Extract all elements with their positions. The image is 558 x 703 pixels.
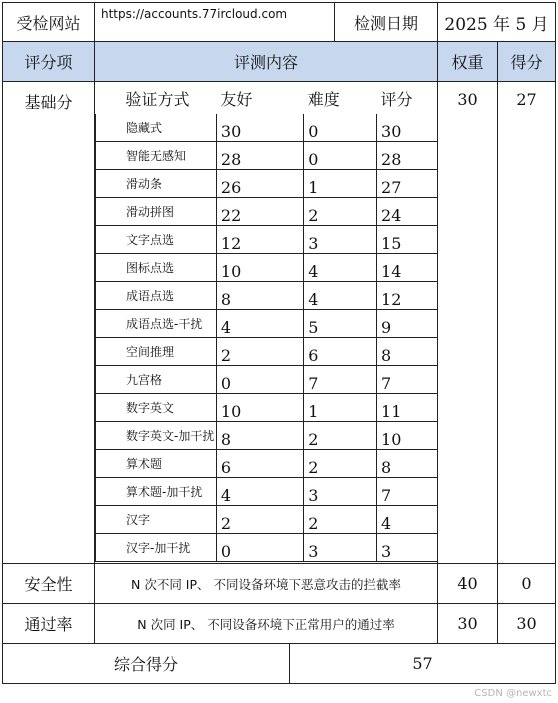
date-label: 检测日期 [335, 3, 438, 42]
method-name: 智能无感知 [96, 142, 217, 170]
method-row [96, 394, 438, 422]
rating-value: 3 [377, 534, 437, 562]
site-url: https://accounts.77ircloud.com [95, 3, 335, 42]
friendly-value: 12 [216, 226, 303, 254]
column-header-weight: 权重 [438, 42, 498, 82]
method-name: 汉字 [96, 506, 217, 534]
rating-value: 10 [377, 422, 437, 450]
difficulty-value: 6 [304, 338, 377, 366]
method-row [96, 170, 438, 198]
rating-value: 8 [377, 338, 437, 366]
difficulty-value: 3 [304, 534, 377, 562]
friendly-value: 4 [216, 310, 303, 338]
rating-value: 15 [377, 226, 437, 254]
method-name: 九宫格 [96, 366, 217, 394]
site-label: 受检网站 [3, 3, 95, 42]
method-name: 文字点选 [96, 226, 217, 254]
method-name: 成语点选 [96, 282, 217, 310]
total-row [3, 644, 556, 684]
difficulty-value: 1 [304, 170, 377, 198]
basic-weight: 30 [438, 82, 498, 564]
pass-rate-score: 30 [498, 604, 556, 644]
rating-value: 7 [377, 366, 437, 394]
friendly-value: 10 [216, 254, 303, 282]
friendly-value: 0 [216, 534, 303, 562]
method-row [96, 114, 438, 142]
basic-content-cell [95, 82, 438, 564]
rating-value: 4 [377, 506, 437, 534]
date-value: 2025 年 5 月 [438, 3, 556, 42]
friendly-value: 4 [216, 478, 303, 506]
difficulty-value: 2 [304, 506, 377, 534]
rating-value: 14 [377, 254, 437, 282]
friendly-header: 友好 [220, 89, 253, 109]
rating-value: 12 [377, 282, 437, 310]
rating-value: 30 [377, 114, 437, 142]
security-row [3, 564, 556, 604]
security-description: N 次不同 IP、 不同设备环境下恶意攻击的拦截率 [95, 564, 438, 604]
friendly-value: 6 [216, 450, 303, 478]
pass-rate-label: 通过率 [3, 604, 95, 644]
method-row [96, 366, 438, 394]
method-name: 隐藏式 [96, 114, 217, 142]
method-name: 算术题-加干扰 [96, 478, 217, 506]
rating-value: 8 [377, 450, 437, 478]
difficulty-value: 4 [304, 282, 377, 310]
report-sheet [2, 2, 555, 683]
rating-value: 9 [377, 310, 437, 338]
method-name: 汉字-加干扰 [96, 534, 217, 562]
method-header-row [96, 82, 438, 114]
total-label: 综合得分 [3, 644, 290, 684]
method-row [96, 282, 438, 310]
pass-rate-description: N 次同 IP、 不同设备环境下正常用户的通过率 [95, 604, 438, 644]
method-name: 滑动拼图 [96, 198, 217, 226]
evaluation-table [2, 2, 556, 684]
method-row [96, 422, 438, 450]
friendly-value: 26 [216, 170, 303, 198]
difficulty-value: 1 [304, 394, 377, 422]
method-name: 数字英文 [96, 394, 217, 422]
basic-label: 基础分 [3, 82, 95, 564]
difficulty-value: 0 [304, 114, 377, 142]
method-row [96, 226, 438, 254]
friendly-value: 10 [216, 394, 303, 422]
method-name: 滑动条 [96, 170, 217, 198]
column-header-item: 评分项 [3, 42, 95, 82]
method-name: 算术题 [96, 450, 217, 478]
method-row [96, 478, 438, 506]
column-header-content: 评测内容 [95, 42, 438, 82]
column-header-row [3, 42, 556, 82]
security-score: 0 [498, 564, 556, 604]
friendly-value: 0 [216, 366, 303, 394]
method-table [95, 82, 437, 562]
rating-value: 24 [377, 198, 437, 226]
watermark: CSDN @newxtc [474, 688, 552, 699]
friendly-value: 2 [216, 338, 303, 366]
method-row [96, 534, 438, 562]
method-name: 数字英文-加干扰 [96, 422, 217, 450]
pass-rate-weight: 30 [438, 604, 498, 644]
security-weight: 40 [438, 564, 498, 604]
method-row [96, 254, 438, 282]
difficulty-value: 7 [304, 366, 377, 394]
basic-score: 27 [498, 82, 556, 564]
pass-rate-row [3, 604, 556, 644]
difficulty-value: 2 [304, 422, 377, 450]
difficulty-value: 4 [304, 254, 377, 282]
difficulty-value: 0 [304, 142, 377, 170]
rating-value: 11 [377, 394, 437, 422]
friendly-value: 22 [216, 198, 303, 226]
method-row [96, 338, 438, 366]
friendly-value: 8 [216, 422, 303, 450]
column-header-score: 得分 [498, 42, 556, 82]
total-value: 57 [290, 644, 556, 684]
friendly-value: 28 [216, 142, 303, 170]
method-name: 空间推理 [96, 338, 217, 366]
method-name: 图标点选 [96, 254, 217, 282]
friendly-value: 2 [216, 506, 303, 534]
friendly-value: 8 [216, 282, 303, 310]
rating-value: 28 [377, 142, 437, 170]
difficulty-header: 难度 [307, 89, 340, 109]
method-header: 验证方式 [125, 89, 190, 109]
rating-value: 7 [377, 478, 437, 506]
difficulty-value: 3 [304, 478, 377, 506]
security-label: 安全性 [3, 564, 95, 604]
method-row [96, 506, 438, 534]
friendly-value: 30 [216, 114, 303, 142]
method-row [96, 310, 438, 338]
basic-score-row [3, 82, 556, 564]
method-name: 成语点选-干扰 [96, 310, 217, 338]
method-row [96, 450, 438, 478]
difficulty-value: 2 [304, 198, 377, 226]
difficulty-value: 3 [304, 226, 377, 254]
info-row [3, 3, 556, 42]
rating-value: 27 [377, 170, 437, 198]
difficulty-value: 2 [304, 450, 377, 478]
difficulty-value: 5 [304, 310, 377, 338]
method-row [96, 198, 438, 226]
method-row [96, 142, 438, 170]
rating-header: 评分 [380, 89, 413, 109]
